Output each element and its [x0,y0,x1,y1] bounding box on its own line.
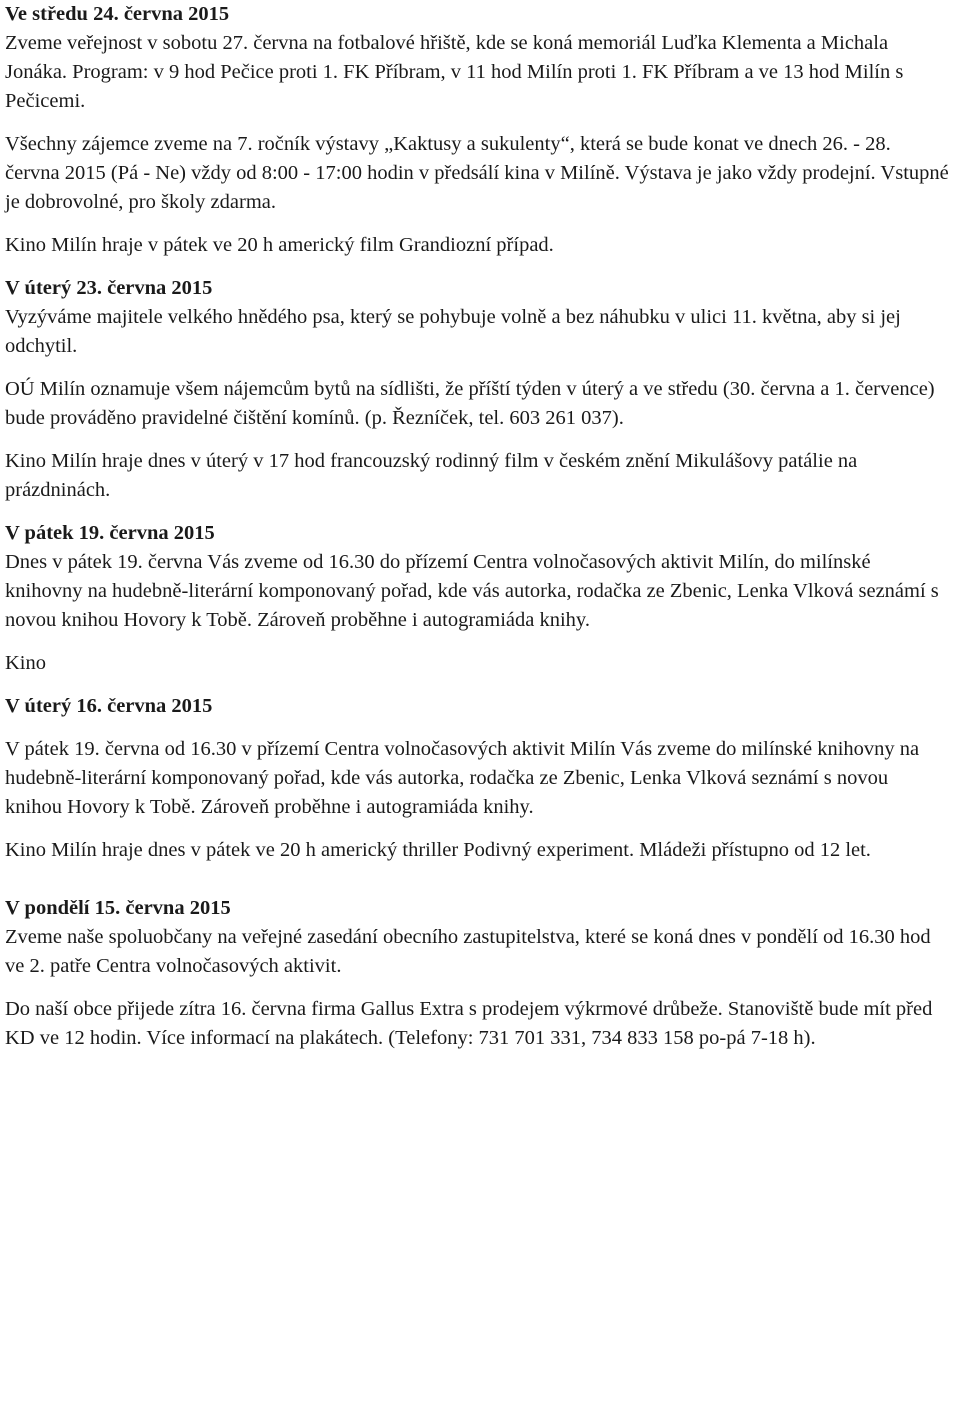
section-heading: V pátek 19. června 2015 [5,522,215,544]
news-section-june-24 [5,0,950,260]
section-heading: Ve středu 24. června 2015 [5,3,230,25]
news-section-june-15 [5,894,950,1053]
paragraph-cinema: Kino Milín hraje dnes v úterý v 17 hod francouzský rodinný film v českém znění Mikulášovy patálie na prázdninách. [5,450,858,501]
news-section-june-19 [5,519,950,678]
section-heading: V úterý 23. června 2015 [5,277,213,299]
paragraph-chimney-cleaning: OÚ Milín oznamuje všem nájemcům bytů na sídlišti, že příští týden v úterý a ve středu (30. června a 1. července) bude prováděno pravidelné čištění komínů. (p. Řezníček, tel. 603 261 037). [5,378,935,429]
paragraph-library-event: V pátek 19. června od 16.30 v přízemí Centra volnočasových aktivit Milín Vás zveme do milínské knihovny na hudebně-literární komponovaný pořad, kde vás autorka, rodačka ze Zbenic, Lenka Vlková seznámí s novou knihou Hovory k Tobě. Zároveň proběhne i autogramiáda knihy. [5,738,920,818]
news-section-june-23 [5,274,950,505]
paragraph-dog-notice: Vyzýváme majitele velkého hnědého psa, který se pohybuje volně a bez náhubku v ulici 11. května, aby si jej odchytil. [5,306,901,357]
news-section-june-16 [5,692,950,865]
paragraph-library-event: Dnes v pátek 19. června Vás zveme od 16.30 do přízemí Centra volnočasových aktivit Milín, do milínské knihovny na hudebně-literární komponovaný pořad, kde vás autorka, rodačka ze Zbenic, Lenka Vlková seznámí s novou knihou Hovory k Tobě. Zároveň proběhne i autogramiáda knihy. [5,551,939,631]
paragraph-council-meeting: Zveme naše spoluobčany na veřejné zasedání obecního zastupitelstva, které se koná dnes v pondělí od 16.30 hod ve 2. patře Centra volnočasových aktivit. [5,926,931,977]
paragraph-memorial: Zveme veřejnost v sobotu 27. června na fotbalové hřiště, kde se koná memoriál Luďka Klementa a Michala Jonáka. Program: v 9 hod Pečice proti 1. FK Příbram, v 11 hod Milín proti 1. FK Příbram a ve 13 hod Milín s Pečicemi. [5,32,904,112]
paragraph-cinema: Kino Milín hraje dnes v pátek ve 20 h americký thriller Podivný experiment. Mládeži přístupno od 12 let. [5,839,871,861]
paragraph-cinema: Kino Milín hraje v pátek ve 20 h americký film Grandiozní případ. [5,234,554,256]
section-heading: V úterý 16. června 2015 [5,695,213,717]
section-heading: V pondělí 15. června 2015 [5,897,231,919]
paragraph-poultry-sale: Do naší obce přijede zítra 16. června firma Gallus Extra s prodejem výkrmové drůbeže. Stanoviště bude mít před KD ve 12 hodin. Více informací na plakátech. (Telefony: 731 701 331, 734 833 158 po-pá 7-18 h). [5,998,933,1049]
paragraph-cactus-exhibition: Všechny zájemce zveme na 7. ročník výstavy „Kaktusy a sukulenty“, která se bude konat ve dnech 26. - 28. června 2015 (Pá - Ne) vždy od 8:00 - 17:00 hodin v předsálí kina v Milíně. Výstava je jako vždy prodejní. Vstupné je dobrovolné, pro školy zdarma. [5,133,949,213]
paragraph-cinema: Kino [5,652,46,674]
